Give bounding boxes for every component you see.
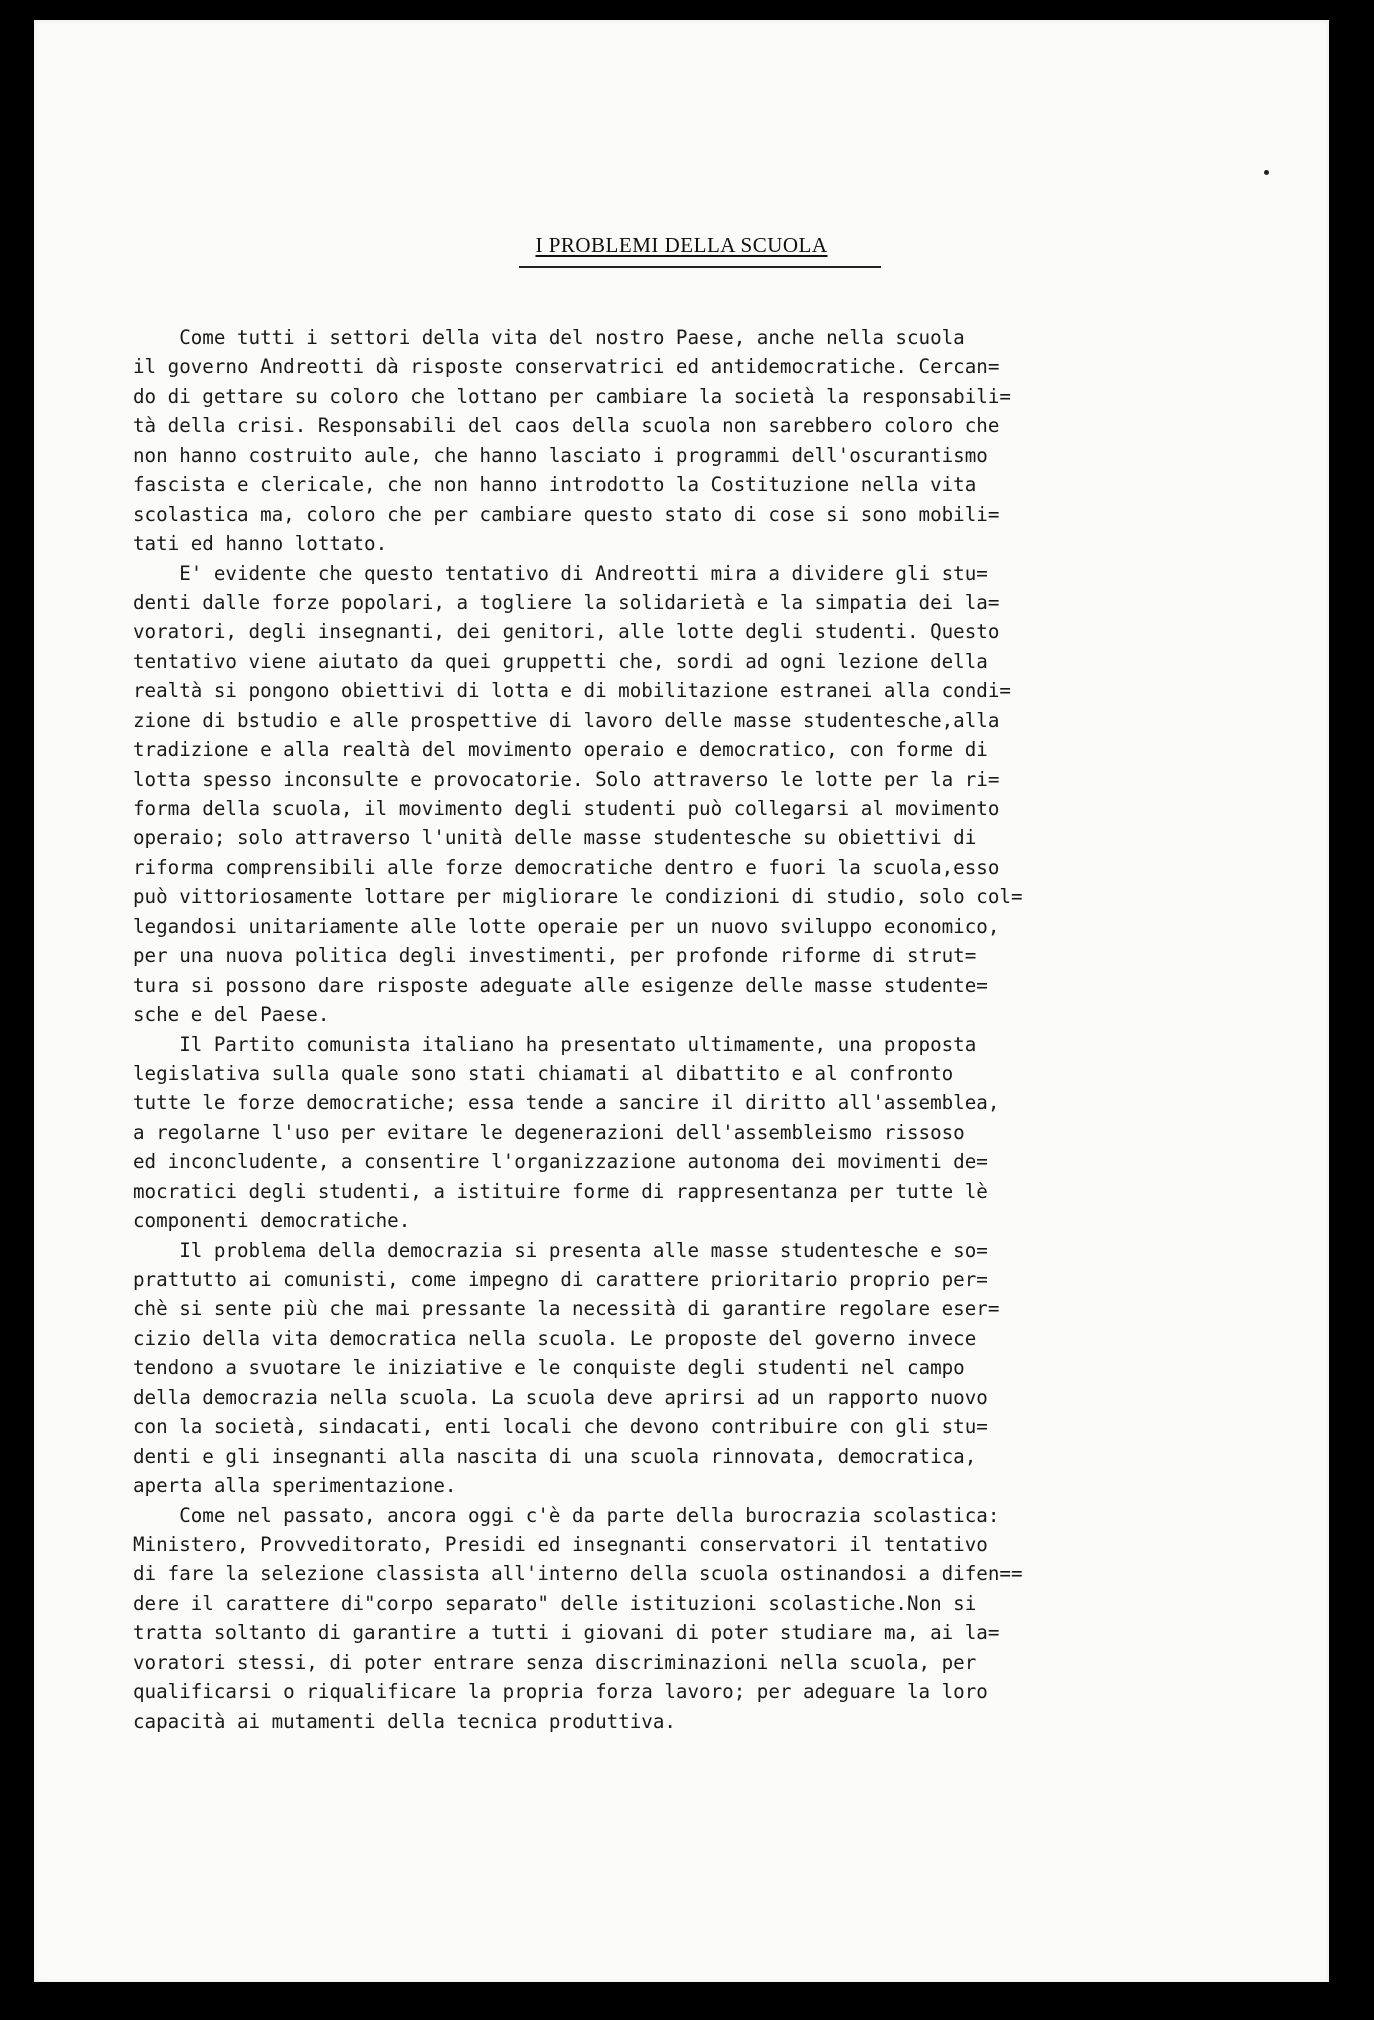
document-title: I PROBLEMI DELLA SCUOLA — [535, 233, 828, 257]
text-line: ed inconcludente, a consentire l'organizzazione autonoma dei movimenti de= — [133, 1150, 988, 1174]
text-line: lotta spesso inconsulte e provocatorie. Solo attraverso le lotte per la ri= — [133, 767, 1000, 791]
text-line: Ministero, Provveditorato, Presidi ed insegnanti conservatori il tentativo — [133, 1532, 988, 1556]
text-line: può vittoriosamente lottare per migliorare le condizioni di studio, solo col= — [133, 885, 1023, 909]
text-line: denti e gli insegnanti alla nascita di una scuola rinnovata, democratica, — [133, 1444, 977, 1468]
text-line: tati ed hanno lottato. — [133, 532, 388, 556]
text-line: non hanno costruito aule, che hanno lasciato i programmi dell'oscurantismo — [133, 443, 988, 467]
text-line: componenti democratiche. — [133, 1209, 411, 1233]
text-line: Il Partito comunista italiano ha presentato ultimamente, una proposta — [133, 1032, 977, 1056]
text-line: Come nel passato, ancora oggi c'è da parte della burocrazia scolastica: — [133, 1503, 1000, 1527]
text-line: E' evidente che questo tentativo di Andreotti mira a dividere gli stu= — [133, 561, 988, 585]
text-line: di fare la selezione classista all'interno della scuola ostinandosi a difen== — [133, 1562, 1023, 1586]
text-line: chè si sente più che mai pressante la necessità di garantire regolare eser= — [133, 1297, 1000, 1321]
text-line: tratta soltanto di garantire a tutti i giovani di poter studiare ma, ai la= — [133, 1621, 1000, 1645]
text-line: zione di bstudio e alle prospettive di lavoro delle masse studentesche,alla — [133, 708, 1000, 732]
text-line: operaio; solo attraverso l'unità delle masse studentesche su obiettivi di — [133, 826, 977, 850]
text-line: denti dalle forze popolari, a togliere la solidarietà e la simpatia dei la= — [133, 590, 1000, 614]
text-line: legandosi unitariamente alle lotte operaie per un nuovo sviluppo economico, — [133, 914, 1000, 938]
text-line: Il problema della democrazia si presenta alle masse studentesche e so= — [133, 1238, 988, 1262]
text-line: Come tutti i settori della vita del nostro Paese, anche nella scuola — [133, 326, 965, 349]
text-line: realtà si pongono obiettivi di lotta e di mobilitazione estranei alla condi= — [133, 679, 1011, 703]
text-line: dere il carattere di"corpo separato" delle istituzioni scolastiche.Non si — [133, 1591, 977, 1615]
text-line: tradizione e alla realtà del movimento operaio e democratico, con forme di — [133, 738, 988, 762]
text-line: forma della scuola, il movimento degli studenti può collegarsi al movimento — [133, 797, 1000, 820]
text-line: per una nuova politica degli investimenti, per profonde riforme di strut= — [133, 944, 977, 968]
text-line: prattutto ai comunisti, come impegno di carattere prioritario proprio per= — [133, 1268, 988, 1291]
text-line: il governo Andreotti dà risposte conservatrici ed antidemocratiche. Cercan= — [133, 355, 1000, 379]
text-line: tà della crisi. Responsabili del caos della scuola non sarebbero coloro che — [133, 414, 1000, 438]
text-line: do di gettare su coloro che lottano per cambiare la società la responsabili= — [133, 384, 1011, 408]
text-line: capacità ai mutamenti della tecnica produttiva. — [133, 1709, 676, 1733]
text-line: legislativa sulla quale sono stati chiamati al dibattito e al confronto — [133, 1061, 954, 1085]
text-line: tutte le forze democratiche; essa tende a sancire il diritto all'assemblea, — [133, 1091, 1000, 1115]
text-line: voratori, degli insegnanti, dei genitori, alle lotte degli studenti. Questo — [133, 620, 1000, 644]
text-line: qualificarsi o riqualificare la propria forza lavoro; per adeguare la loro — [133, 1680, 988, 1704]
text-line: con la società, sindacati, enti locali che devono contribuire con gli stu= — [133, 1415, 988, 1439]
text-line: tura si possono dare risposte adeguate alle esigenze delle masse studente= — [133, 973, 988, 997]
text-line: della democrazia nella scuola. La scuola deve aprirsi ad un rapporto nuovo — [133, 1385, 988, 1409]
text-line: cizio della vita democratica nella scuola. Le proposte del governo invece — [133, 1326, 977, 1350]
text-line: fascista e clericale, che non hanno introdotto la Costituzione nella vita — [133, 473, 977, 497]
document-title-container — [34, 233, 1329, 258]
text-line: a regolarne l'uso per evitare le degenerazioni dell'assembleismo rissoso — [133, 1120, 965, 1144]
text-line: sche e del Paese. — [133, 1003, 330, 1027]
text-line: aperta alla sperimentazione. — [133, 1474, 457, 1498]
ink-spot — [1264, 170, 1269, 175]
document-body — [133, 323, 1333, 1736]
title-underline-rule — [519, 266, 881, 268]
text-line: voratori stessi, di poter entrare senza discriminazioni nella scuola, per — [133, 1650, 977, 1674]
text-line: mocratici degli studenti, a istituire forme di rappresentanza per tutte lè — [133, 1179, 988, 1203]
text-line: tentativo viene aiutato da quei gruppetti che, sordi ad ogni lezione della — [133, 649, 988, 673]
text-line: riforma comprensibili alle forze democratiche dentro e fuori la scuola,esso — [133, 855, 1000, 879]
text-line: tendono a svuotare le iniziative e le conquiste degli studenti nel campo — [133, 1356, 965, 1380]
text-line: scolastica ma, coloro che per cambiare questo stato di cose si sono mobili= — [133, 502, 1000, 526]
